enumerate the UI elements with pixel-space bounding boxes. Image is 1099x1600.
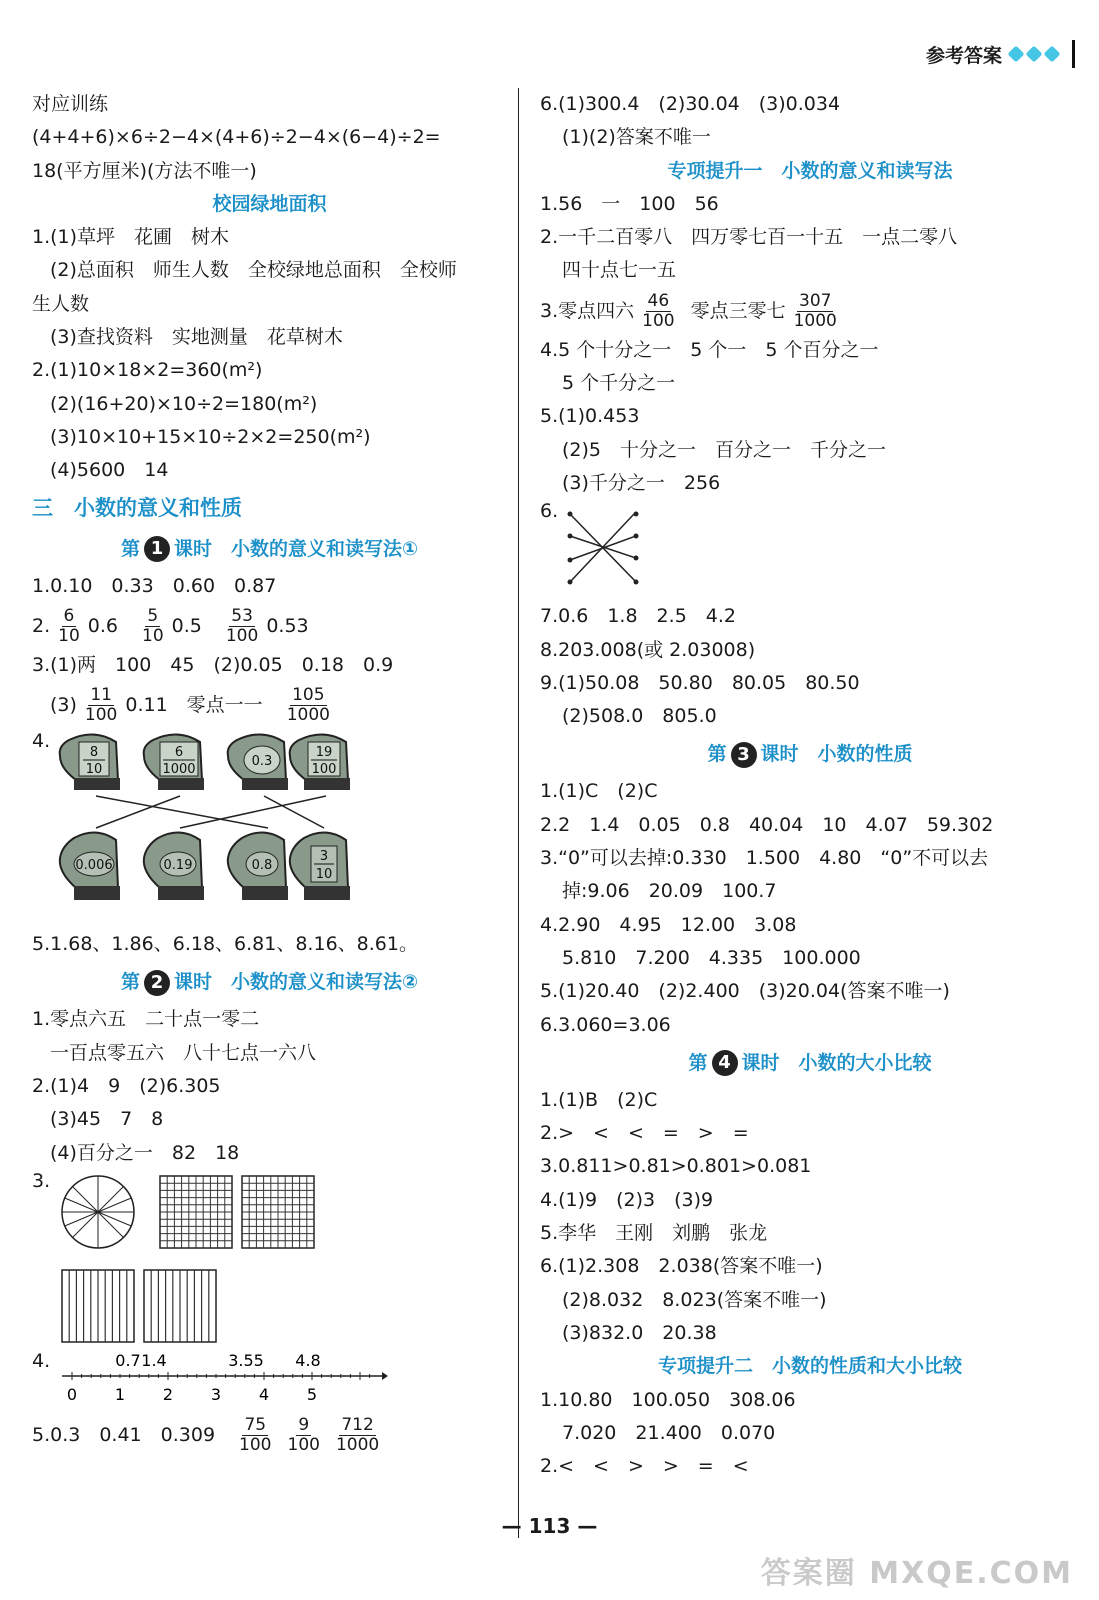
answer-line: 3.(1)两 100 45 (2)0.05 0.18 0.9 (32, 653, 394, 676)
mitten-denominator: 10 (85, 762, 103, 778)
mitten-top-2 (144, 735, 204, 791)
mitten-top-1 (60, 735, 120, 791)
answer-line: 6.(1)300.4 (2)30.04 (3)0.034 (540, 93, 841, 115)
denominator: 100 (239, 1434, 272, 1455)
point-label: 3.55 (228, 1350, 264, 1370)
mitten-numerator: 19 (315, 745, 333, 761)
mitten-top-3 (228, 735, 288, 791)
tenths-strip-2 (144, 1270, 216, 1342)
tick-label: 1 (114, 1384, 126, 1404)
answer-line: (2)总面积 师生人数 全校绿地总面积 全校师 (50, 259, 457, 282)
fraction (286, 1416, 322, 1455)
lesson-prefix: 第 (120, 537, 140, 560)
answer-line: 1.56 一 100 56 (540, 192, 719, 215)
lesson-number: 2 (144, 970, 170, 996)
answer-line: 6.(1)2.308 2.038(答案不唯一) (540, 1255, 823, 1278)
answer-line: 4.5 个十分之一 5 个一 5 个百分之一 (540, 338, 879, 361)
fraction (334, 1416, 381, 1455)
mitten-value: 0.006 (75, 858, 113, 874)
matching-lines-figure (540, 500, 1080, 600)
answer-line: 5.(1)0.453 (540, 405, 640, 428)
chapter-title: 三 小数的意义和性质 (32, 495, 242, 520)
question-number: 3. (32, 1169, 51, 1192)
answer-value: 0.5 (171, 614, 202, 637)
question-number: 4. (32, 1349, 51, 1372)
answer-line: (3)千分之一 256 (562, 471, 721, 494)
hundred-grid-2 (242, 1176, 314, 1248)
mitten-value: 0.19 (163, 858, 193, 874)
answer-line: 8.203.008(或 2.03008) (540, 638, 756, 661)
answer-line: (3)查找资料 实地测量 花草树木 (50, 326, 343, 349)
mitten-denominator: 100 (311, 762, 337, 778)
arrow-icon (382, 1372, 388, 1380)
tick-label: 4 (258, 1384, 270, 1404)
answer-line: 7.0.6 1.8 2.5 4.2 (540, 605, 736, 628)
fraction (83, 686, 119, 725)
lesson-prefix: 第 (707, 743, 727, 766)
fraction (140, 607, 166, 646)
answer-line: 3.“0”可以去掉:0.330 1.500 4.80 “0”不可以去 (540, 847, 989, 870)
answer-line: 2.< < > > = < (540, 1455, 749, 1478)
answer-line: 1.(1)C (2)C (540, 780, 658, 803)
numerator: 75 (244, 1414, 267, 1435)
answer-line: (1)(2)答案不唯一 (562, 126, 711, 149)
answer-line: (4)5600 14 (50, 459, 169, 482)
answer-line: 5.李华 王刚 刘鹏 张龙 (540, 1222, 768, 1245)
answer-line: 7.020 21.400 0.070 (562, 1421, 776, 1444)
point-label: 1.4 (141, 1350, 167, 1370)
answer-line: 5.1.68、1.86、6.18、6.81、8.16、8.61。 (32, 933, 418, 956)
match-line (96, 796, 268, 828)
mitten-bottom-4 (290, 833, 350, 901)
match-line (264, 796, 324, 828)
section-title: 专项提升二 小数的性质和大小比较 (657, 1355, 962, 1378)
mitten-numerator: 8 (89, 745, 99, 761)
denominator: 1000 (335, 1434, 380, 1455)
answer-line: 2.(1)4 9 (2)6.305 (32, 1075, 221, 1098)
lesson-prefix: 第 (120, 971, 140, 994)
answer-line: 一百点零五六 八十七点一六八 (50, 1041, 317, 1064)
answer-line: 掉:9.06 20.09 100.7 (562, 880, 777, 903)
answer-line: 5 个千分之一 (562, 372, 676, 395)
answer-line: 1.(1)B (2)C (540, 1088, 658, 1111)
cross-lines (564, 506, 654, 596)
answer-line (540, 288, 1080, 334)
answer-line: 5.810 7.200 4.335 100.000 (562, 946, 861, 969)
watermark: 答案圈 MXQE.COM (760, 1556, 1073, 1591)
answer-value: 0.6 (87, 614, 118, 637)
answer-line: 1.零点六五 二十点一零二 (32, 1008, 260, 1031)
answer-line: (3)10×10+15×10÷2×2=250(m²) (50, 425, 371, 448)
text-line: 18(平方厘米)(方法不唯一) (32, 159, 257, 182)
point-label: 4.8 (295, 1350, 321, 1370)
denominator: 1000 (286, 705, 330, 726)
answer-prefix: 2. (32, 614, 51, 637)
point-label: 0.7 (115, 1350, 141, 1370)
mitten-top-4 (290, 735, 350, 791)
denominator: 100 (642, 310, 675, 331)
match-line (180, 796, 326, 828)
arrow-decoration-icon (1008, 46, 1060, 62)
pie-circle (62, 1176, 134, 1248)
answer-line: 生人数 (32, 292, 90, 315)
section-title: 校园绿地面积 (212, 192, 327, 215)
denominator: 1000 (793, 310, 837, 331)
hundred-grid-1 (160, 1176, 232, 1248)
text-line: (4+4+6)×6÷2−4×(4+6)÷2−4×(6−4)÷2= (32, 126, 441, 149)
denominator: 100 (287, 1434, 320, 1455)
answer-prefix: (3) (50, 694, 77, 717)
answer-line: 5.(1)20.40 (2)2.400 (3)20.04(答案不唯一) (540, 980, 950, 1003)
answer-line (32, 1412, 507, 1458)
lesson-name: 课时 小数的意义和读写法② (173, 971, 419, 994)
lesson-title (32, 961, 507, 1003)
lesson-title (540, 1042, 1080, 1084)
mitten-numerator: 6 (174, 745, 184, 761)
numerator: 307 (799, 290, 832, 311)
answer-line: (2)8.032 8.023(答案不唯一) (562, 1288, 827, 1311)
numerator: 6 (63, 605, 75, 626)
answer-line: 4.2.90 4.95 12.00 3.08 (540, 913, 797, 936)
mitten-value: 0.3 (251, 754, 273, 770)
lesson-name: 课时 小数的意义和读写法① (173, 537, 419, 560)
mitten-diagram (54, 728, 354, 923)
left-column (32, 88, 507, 1458)
mitten-denominator: 1000 (162, 762, 196, 778)
number-line-figure (32, 1350, 507, 1412)
answer-line: (3)45 7 8 (50, 1108, 164, 1131)
right-column (540, 88, 1080, 1483)
mitten-bottom-2 (144, 833, 204, 901)
numerator: 53 (231, 605, 253, 626)
text-line: 对应训练 (32, 93, 109, 115)
answer-line: 2.2 1.4 0.05 0.8 40.04 10 4.07 59.302 (540, 813, 994, 836)
tenths-strip-1 (62, 1270, 134, 1342)
tick-label: 2 (162, 1384, 174, 1404)
fraction (640, 292, 676, 331)
numerator: 5 (147, 605, 159, 626)
answer-value: 零点三零七 (690, 299, 786, 322)
lesson-name: 课时 小数的性质 (760, 743, 913, 766)
answer-line: 3.0.811>0.81>0.801>0.081 (540, 1155, 812, 1178)
answer-value: 0.53 (266, 614, 309, 637)
mitten-bottom-3 (228, 833, 288, 901)
answer-line: 1.0.10 0.33 0.60 0.87 (32, 574, 277, 597)
page-number: — 113 — (501, 1514, 598, 1538)
match-line (96, 796, 180, 828)
numerator: 712 (341, 1414, 374, 1435)
answer-line: (2)508.0 805.0 (562, 705, 717, 728)
denominator: 10 (58, 625, 80, 646)
mitten-denominator: 10 (315, 867, 333, 883)
answer-line (32, 603, 507, 649)
answer-line: 1.(1)草坪 花圃 树木 (32, 226, 230, 249)
header-bar (1072, 40, 1075, 68)
tick-label: 5 (306, 1384, 318, 1404)
answer-prefix: 5.0.3 0.41 0.309 (32, 1423, 216, 1446)
mitten-value: 0.8 (251, 858, 273, 874)
mitten-matching-figure (32, 728, 507, 928)
tick-label: 0 (66, 1384, 78, 1404)
answer-value: 0.11 零点一一 (125, 694, 263, 717)
lesson-name: 课时 小数的大小比较 (741, 1051, 932, 1074)
fraction (56, 607, 82, 646)
page-header (926, 40, 1075, 68)
question-number: 4. (32, 730, 51, 753)
tick-label: 3 (210, 1384, 222, 1404)
denominator: 100 (84, 705, 118, 726)
number-line (58, 1350, 388, 1410)
header-title: 参考答案 (925, 44, 1002, 67)
mitten-bottom-1 (60, 833, 120, 901)
numerator: 9 (298, 1414, 310, 1435)
fraction (285, 686, 332, 725)
lesson-number: 3 (731, 742, 757, 768)
denominator: 100 (225, 625, 259, 646)
fraction (792, 292, 839, 331)
mitten-numerator: 3 (319, 849, 329, 865)
answer-line: 2.(1)10×18×2=360(m²) (32, 359, 263, 382)
question-number: 6. (540, 500, 559, 523)
answer-line: (2)5 十分之一 百分之一 千分之一 (562, 438, 887, 461)
area-models (60, 1174, 360, 1352)
numerator: 105 (292, 685, 325, 706)
answer-line: 2.> < < = > = (540, 1122, 749, 1145)
numerator: 11 (90, 685, 112, 706)
answer-line: (2)(16+20)×10÷2=180(m²) (50, 392, 318, 415)
lesson-number: 4 (712, 1050, 738, 1076)
shading-figures (32, 1170, 507, 1350)
answer-line: 6.3.060=3.06 (540, 1013, 671, 1036)
answer-line: (4)百分之一 82 18 (50, 1141, 240, 1164)
lesson-number: 1 (144, 536, 170, 562)
numerator: 46 (647, 290, 670, 311)
denominator: 10 (142, 625, 164, 646)
lesson-title (540, 733, 1080, 775)
fraction (237, 1416, 273, 1455)
answer-line: 四十点七一五 (562, 259, 677, 282)
answer-line: 2.一千二百零八 四万零七百一十五 一点二零八 (540, 226, 958, 249)
section-title: 专项提升一 小数的意义和读写法 (667, 159, 953, 182)
answer-prefix: 3.零点四六 (540, 299, 635, 322)
lesson-title (32, 528, 507, 570)
answer-line: 9.(1)50.08 50.80 80.05 80.50 (540, 671, 860, 694)
answer-line (32, 682, 507, 728)
lesson-prefix: 第 (688, 1051, 708, 1074)
column-divider (518, 88, 519, 1538)
answer-line: (3)832.0 20.38 (562, 1321, 717, 1344)
answer-line: 4.(1)9 (2)3 (3)9 (540, 1188, 714, 1211)
fraction (224, 607, 260, 646)
answer-line: 1.10.80 100.050 308.06 (540, 1388, 796, 1411)
